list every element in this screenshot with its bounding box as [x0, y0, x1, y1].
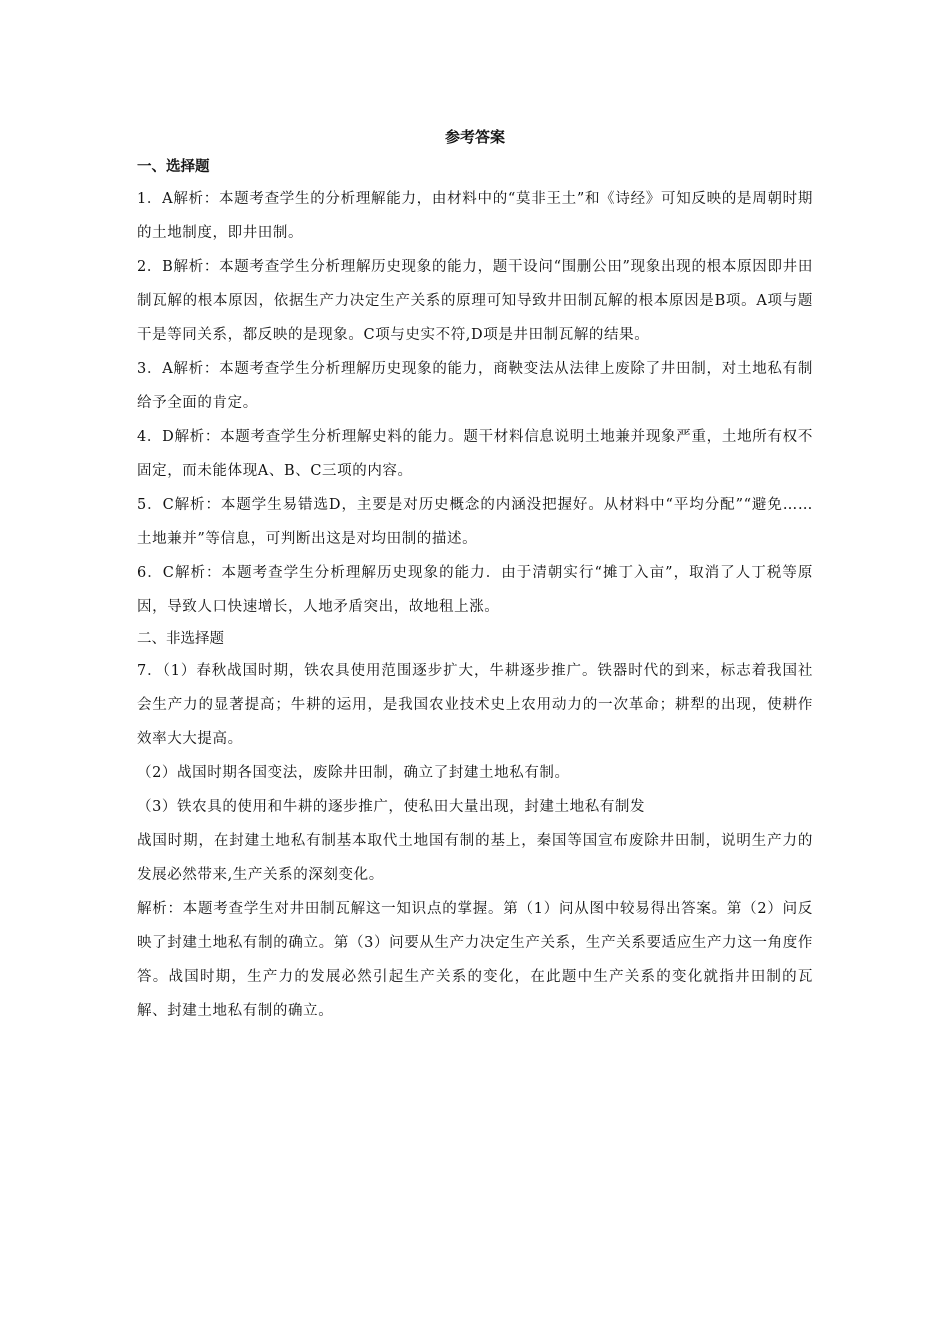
answer-document — [137, 122, 813, 1028]
answer-q7-part1: 7．（1）春秋战国时期，铁农具使用范围逐步扩大，牛耕逐步推广。铁器时代的到来，标志着我国社会生产力的显著提高；牛耕的运用，是我国农业技术史上农用动力的一次革命；耕犁的出现，使耕作效率大大提高。 — [137, 663, 813, 747]
answer-q6: 6．C解析：本题考查学生分析理解历史现象的能力．由于清朝实行“摊丁入亩”，取消了人丁税等原因，导致人口快速增长，人地矛盾突出，故地租上涨。 — [137, 565, 813, 615]
section-heading-nonchoice: 二、非选择题 — [137, 631, 224, 647]
answer-q7-part3-continued: 战国时期，在封建土地私有制基本取代土地国有制的基上，秦国等国宣布废除井田制，说明生产力的发展必然带来,生产关系的深刻变化。 — [137, 833, 813, 883]
answer-q3: 3．A解析：本题考查学生分析理解历史现象的能力，商鞅变法从法律上废除了井田制，对土地私有制给予全面的肯定。 — [137, 361, 813, 411]
answer-q7-part3: （3）铁农具的使用和牛耕的逐步推广，使私田大量出现，封建土地私有制发 — [137, 799, 646, 815]
answer-q7-part2: （2）战国时期各国变法，废除井田制，确立了封建土地私有制。 — [137, 765, 570, 781]
page-title: 参考答案 — [444, 128, 505, 146]
answer-q5: 5．C解析：本题学生易错选D，主要是对历史概念的内涵没把握好。从材料中“平均分配”“避免……土地兼并”等信息，可判断出这是对均田制的描述。 — [137, 497, 813, 547]
answer-q1: 1．A解析：本题考查学生的分析理解能力，由材料中的“莫非王土”和《诗经》可知反映的是周朝时期的土地制度，即井田制。 — [137, 191, 813, 241]
section-heading-choice: 一、选择题 — [137, 159, 210, 175]
answer-q7-analysis: 解析：本题考查学生对井田制瓦解这一知识点的掌握。第（1）问从图中较易得出答案。第（2）问反映了封建土地私有制的确立。第（3）问要从生产力决定生产关系，生产关系要适应生产力这一角度作答。战国时期，生产力的发展必然引起生产关系的变化，在此题中生产关系的变化就指井田制的瓦解、封建土地私有制的确立。 — [137, 901, 813, 1019]
answer-q4: 4．D解析：本题考查学生分析理解史料的能力。题干材料信息说明土地兼并现象严重，土地所有权不固定，而未能体现A、B、C三项的内容。 — [137, 429, 813, 479]
answer-q2: 2．B解析：本题考查学生分析理解历史现象的能力，题干设问“围删公田”现象出现的根本原因即井田制瓦解的根本原因，依据生产力决定生产关系的原理可知导致井田制瓦解的根本原因是B项。A项与题干是等同关系，都反映的是现象。C项与史实不符,D项是井田制瓦解的结果。 — [137, 259, 813, 343]
